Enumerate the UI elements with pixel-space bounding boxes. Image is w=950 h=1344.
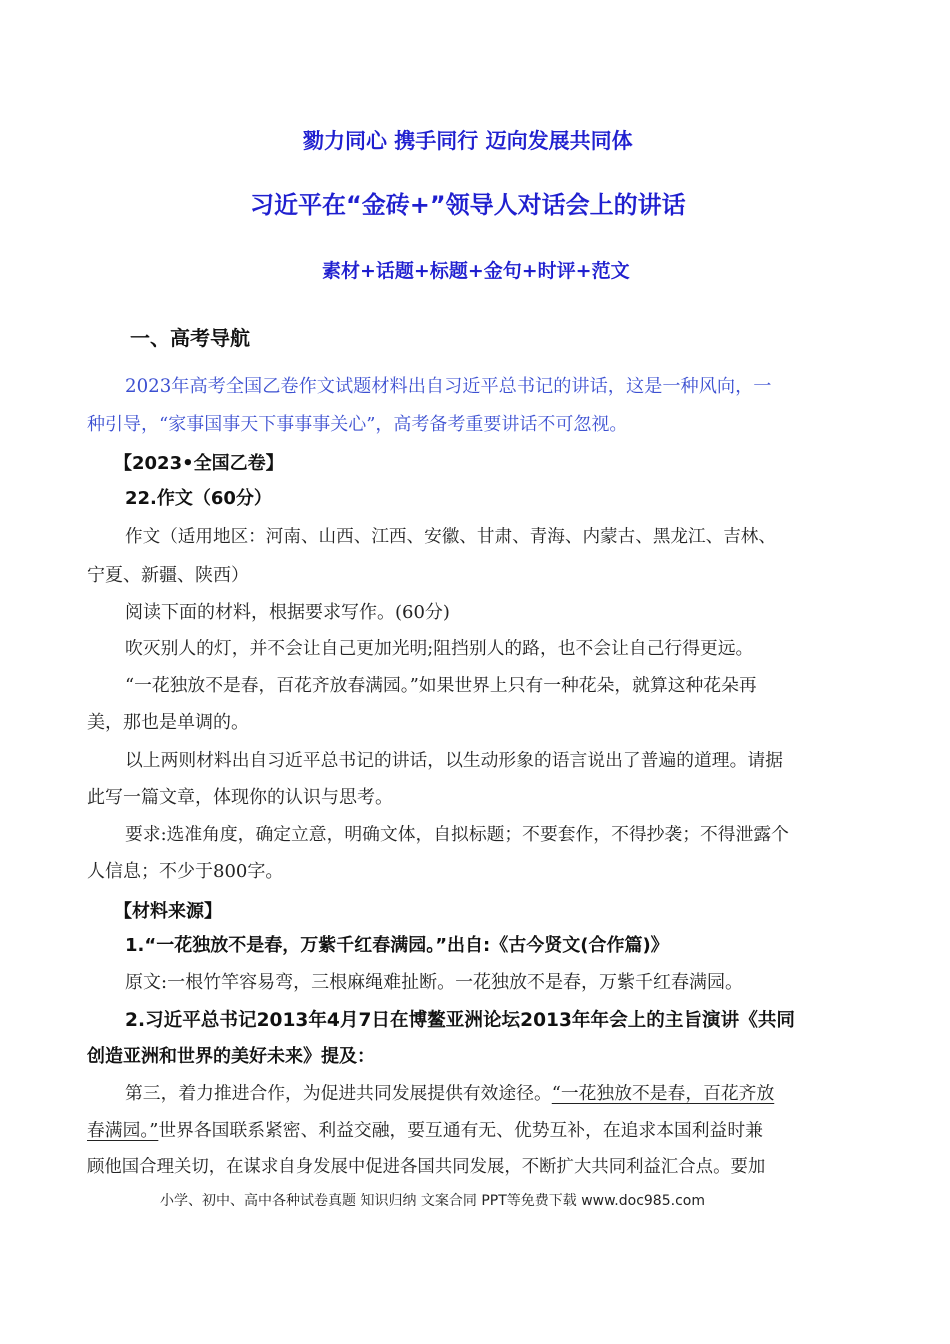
source-item-2-title-line-1: 2.习近平总书记2013年4月7日在博鳌亚洲论坛2013年年会上的主旨演讲《共同 [125,1010,796,1031]
question-title: 22.作文（60分） [125,488,272,509]
prompt-line-1: 以上两则材料出自习近平总书记的讲话，以生动形象的语言说出了普遍的道理。请据 [125,750,783,771]
title-main: 勠力同心 携手同行 迈向发展共同体 [303,129,633,153]
region-line-1: 作文（适用地区：河南、山西、江西、安徽、甘肃、青海、内蒙古、黑龙江、吉林、 [125,527,776,547]
source-item-2-title-line-2: 创造亚洲和世界的美好未来》提及： [87,1046,375,1067]
title-sub: 素材+话题+标题+金句+时评+范文 [322,260,630,282]
speech-paragraph-line-2 [87,1122,763,1140]
region-line-2: 宁夏、新疆、陕西） [87,565,249,586]
page-footer: 小学、初中、高中各种试卷真题 知识归纳 文案合同 PPT等免费下载 www.doc985.com [160,1193,705,1209]
speech-text: 第三，着力推进合作，为促进共同发展提供有效途径。 [125,1083,552,1104]
source-tag: 【材料来源】 [114,901,222,922]
speech-text: 世界各国联系紧密、利益交融，要互通有无、优势互补，在追求本国利益时兼 [158,1120,763,1141]
material-1: 吹灭别人的灯，并不会让自己更加光明;阻挡别人的路，也不会让自己行得更远。 [125,638,754,659]
intro-line-2: 种引导，“家事国事天下事事事关心”，高考备考重要讲话不可忽视。 [87,414,628,435]
requirement-line-2: 人信息；不少于800字。 [87,861,284,882]
source-item-1-title: 1.“一花独放不是春，万紫千红春满园。”出自:《古今贤文(合作篇)》 [125,935,669,956]
exam-tag: 【2023•全国乙卷】 [114,453,284,474]
quote-underlined-end: 春满园。” [87,1120,159,1141]
speech-paragraph-line-1 [125,1085,774,1103]
material-2-line-2: 美，那也是单调的。 [87,712,249,733]
prompt-line-2: 此写一篇文章，体现你的认识与思考。 [87,787,393,808]
quote-underlined: “一花独放不是春，百花齐放 [551,1083,775,1104]
section-heading: 一、高考导航 [130,326,250,350]
requirement-line-1: 要求:选准角度，确定立意，明确文体，自拟标题；不要套作，不得抄袭；不得泄露个 [125,824,789,845]
source-item-1-text: 原文:一根竹竿容易弯，三根麻绳难扯断。一花独放不是春，万紫千红春满园。 [125,972,744,993]
title-speech: 习近平在“金砖+”领导人对话会上的讲话 [250,191,686,219]
instruction: 阅读下面的材料，根据要求写作。(60分) [125,602,450,623]
material-2-line-1: “一花独放不是春，百花齐放春满园。”如果世界上只有一种花朵，就算这种花朵再 [125,675,757,696]
speech-paragraph-line-3: 顾他国合理关切，在谋求自身发展中促进各国共同发展，不断扩大共同利益汇合点。要加 [87,1157,766,1177]
intro-line-1: 2023年高考全国乙卷作文试题材料出自习近平总书记的讲话，这是一种风向，一 [125,376,772,397]
